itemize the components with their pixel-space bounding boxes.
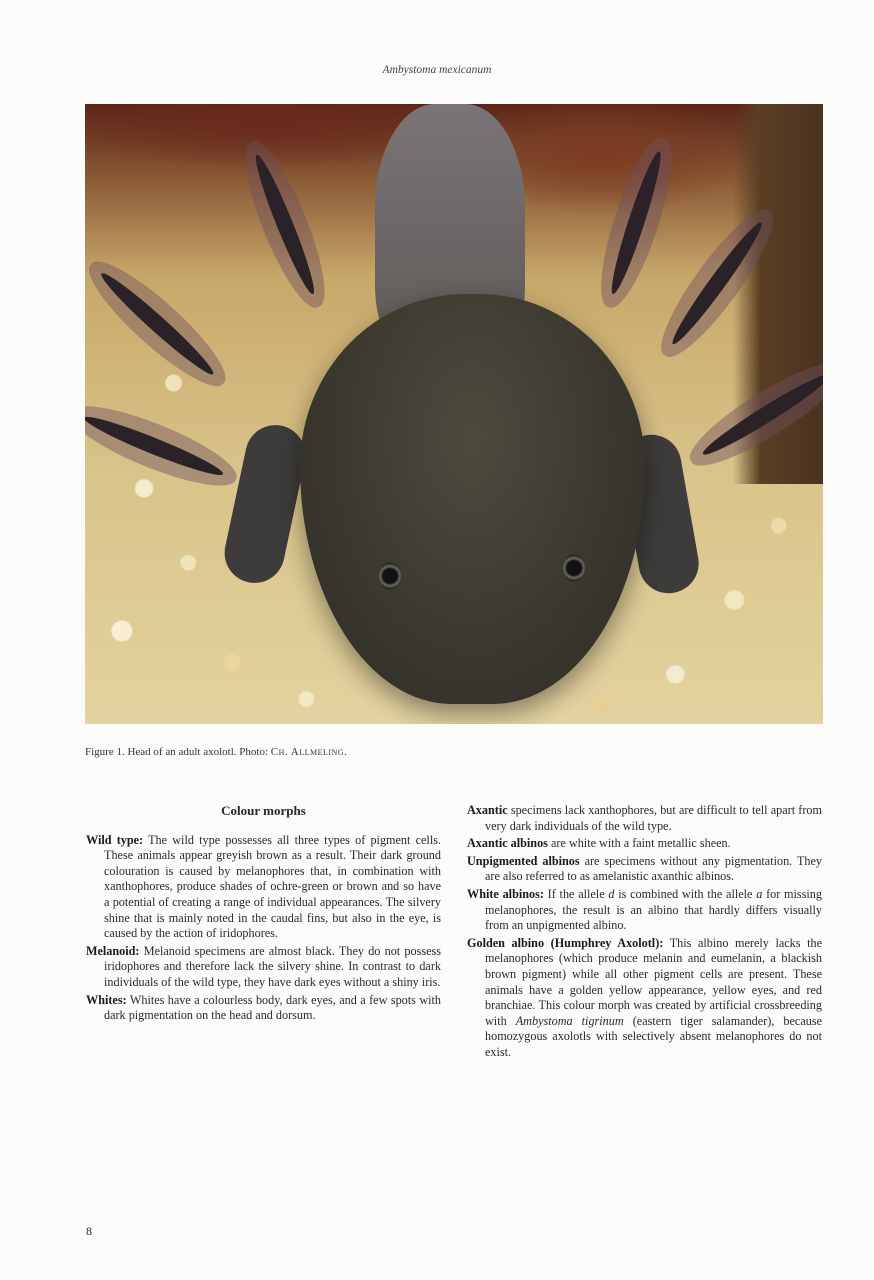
allele-symbol: d	[608, 886, 615, 901]
figure-caption	[85, 746, 347, 758]
right-eye	[563, 554, 585, 582]
axolotl-photo	[85, 104, 823, 724]
page-number: 8	[86, 1224, 92, 1238]
left-column	[86, 803, 441, 1026]
morph-entry-white-albinos	[467, 887, 822, 934]
photo-credit: Ch. Allmeling.	[270, 746, 348, 758]
morph-term: Golden albino (Humphrey Axolotl):	[467, 935, 664, 950]
allele-symbol: a	[756, 886, 763, 901]
morph-term: Axantic albinos	[467, 836, 548, 851]
morph-term: Melanoid:	[86, 943, 140, 958]
morph-description: are specimens without any pigmentation. They are also referred to as amelanistic axanthic albinos.	[485, 853, 822, 884]
morph-entry-melanoid	[86, 944, 441, 991]
morph-description: for missing melanophores, the result is an albino that hardly differs visually from an unpigmented albino.	[485, 886, 822, 933]
left-eye	[379, 562, 401, 590]
axolotl-head	[300, 294, 645, 704]
morph-entry-whites	[86, 993, 441, 1024]
morph-term: Wild type:	[86, 832, 144, 847]
morph-description: The wild type possesses all three types of pigment cells. These animals appear greyish brown as a result. Their dark ground colouration is caused by melanophores that, in combination with xanthophores, produce shades of ochre-green or brown and so have a potential of creating a range of individual appearances. The silvery shine that is mainly noted in the caudal fins, but also in the eye, is caused by the action of iridophores.	[104, 832, 441, 941]
morph-description: Melanoid specimens are almost black. They do not possess iridophores and therefore lack the silvery shine. In contrast to dark individuals of the wild type, they have dark eyes without a shiny iris.	[104, 943, 441, 989]
section-title: Colour morphs	[221, 803, 306, 818]
morph-entry-wild-type	[86, 833, 441, 942]
morph-description: This albino merely lacks the melanophores (which produce melanin and eumelanin, a blackish brown pigment) while all other pigment cells are present. These animals have a golden yellow appearance, yellow eyes, and red branchiae. This colour morph was created by artificial crossbreeding with	[485, 935, 823, 1028]
caption-text: Figure 1. Head of an adult axolotl. Photo:	[85, 746, 271, 758]
running-head: Ambystoma mexicanum	[382, 64, 492, 76]
morph-description: specimens lack xanthophores, but are difficult to tell apart from very dark individuals of the wild type.	[485, 803, 822, 833]
morph-entry-golden-albino	[467, 936, 822, 1061]
morph-description: Whites have a colourless body, dark eyes, and a few spots with dark pigmentation on the head and dorsum.	[104, 992, 441, 1023]
morph-description: is combined with the allele	[614, 886, 757, 901]
morph-term: White albinos:	[467, 886, 544, 901]
morph-term: Whites:	[86, 992, 127, 1007]
morph-term: Unpigmented albinos	[467, 853, 580, 868]
morph-entry-axantic-albinos	[467, 836, 822, 852]
morph-description: If the allele	[543, 886, 609, 901]
right-column	[467, 803, 822, 1063]
morph-term: Axantic	[467, 803, 508, 817]
morph-description: are white with a faint metallic sheen.	[547, 836, 731, 851]
species-name: Ambystoma tigrinum	[515, 1013, 624, 1028]
morph-description: (eastern tiger salamander), because homozygous axolotls with selectively absent melanophores do not exist.	[485, 1013, 822, 1059]
morph-entry-axantic	[467, 803, 822, 834]
morph-entry-unpigmented-albinos	[467, 854, 822, 885]
